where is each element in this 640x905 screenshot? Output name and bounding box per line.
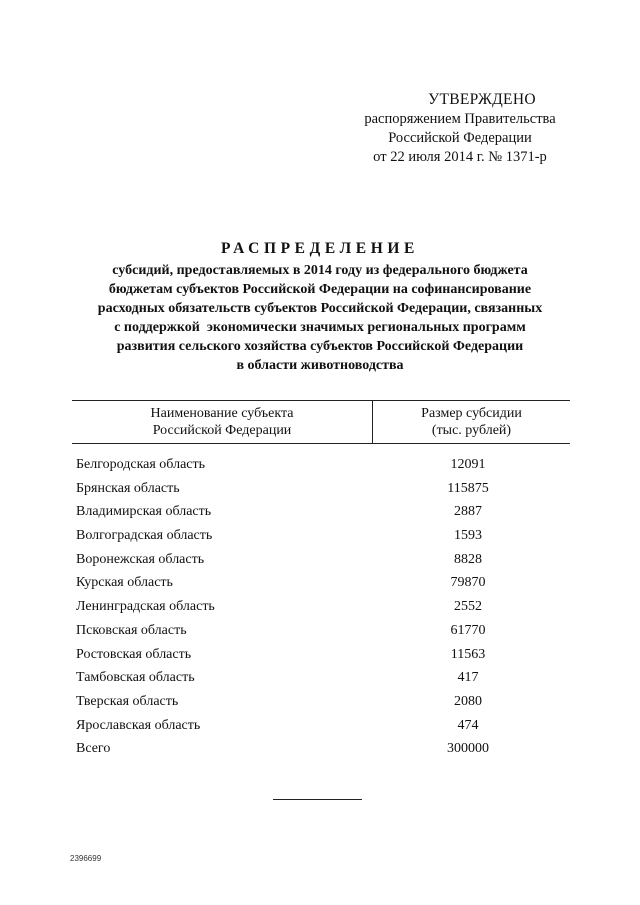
column-header-amount xyxy=(373,405,570,439)
column-header-line: Наименование субъекта xyxy=(150,406,294,421)
subsidy-amount: 474 xyxy=(457,717,479,733)
title-line: расходных обязательств субъектов Российской Федерации, связанных xyxy=(97,301,543,316)
approval-block xyxy=(330,90,590,167)
approval-date: от 22 июля 2014 г. № 1371-р xyxy=(373,149,547,165)
subsidy-amount: 417 xyxy=(457,670,479,686)
subsidy-amount: 61770 xyxy=(450,622,486,638)
column-header-line: Российской Федерации xyxy=(152,423,292,438)
end-rule xyxy=(273,799,362,800)
table-row xyxy=(76,502,570,526)
column-header-subject xyxy=(72,405,372,439)
subject-name: Белгородская область xyxy=(76,457,206,472)
table-row xyxy=(76,597,570,621)
table-row xyxy=(76,621,570,645)
total-amount: 300000 xyxy=(447,741,489,757)
table-row xyxy=(76,479,570,503)
subject-name: Брянская область xyxy=(76,480,180,496)
subsidy-amount: 12091 xyxy=(450,457,486,472)
table-row xyxy=(76,668,570,692)
table-row xyxy=(76,573,570,597)
title-line: субсидий, предоставляемых в 2014 году из федерального бюджета xyxy=(112,263,528,278)
table-row-total xyxy=(76,739,570,763)
subsidy-amount: 2887 xyxy=(454,504,482,520)
table-header xyxy=(72,400,570,444)
title-heading: РАСПРЕДЕЛЕНИЕ xyxy=(221,240,419,257)
table-row xyxy=(76,455,570,479)
title-line: в области животноводства xyxy=(236,358,404,373)
subject-name: Псковская область xyxy=(76,622,187,638)
subject-name: Тамбовская область xyxy=(76,670,195,686)
total-label: Всего xyxy=(76,741,111,757)
title-line: развития сельского хозяйства субъектов Российской Федерации xyxy=(116,339,524,354)
subsidy-amount: 115875 xyxy=(447,480,489,496)
column-header-line: Размер субсидии xyxy=(421,406,522,421)
subject-name: Курская область xyxy=(76,575,173,591)
subject-name: Тверская область xyxy=(76,693,179,709)
approval-stamp: УТВЕРЖДЕНО xyxy=(428,91,536,108)
title-line: с поддержкой экономически значимых региональных программ xyxy=(114,320,526,335)
subsidy-amount: 8828 xyxy=(454,551,482,567)
subsidy-amount: 2080 xyxy=(454,693,482,709)
subject-name: Ростовская область xyxy=(76,646,192,662)
subject-name: Воронежская область xyxy=(76,551,205,567)
subject-name: Ярославская область xyxy=(76,717,201,733)
document-title xyxy=(60,238,580,375)
approval-line: Российской Федерации xyxy=(388,130,532,146)
table-row xyxy=(76,526,570,550)
approval-line: распоряжением Правительства xyxy=(364,111,556,127)
table-body xyxy=(76,455,570,763)
table-row xyxy=(76,550,570,574)
document-code: 2396699 xyxy=(70,854,102,863)
subject-name: Владимирская область xyxy=(76,504,212,520)
table-row xyxy=(76,645,570,669)
column-header-line: (тыс. рублей) xyxy=(431,423,512,438)
subject-name: Волгоградская область xyxy=(76,528,213,544)
title-line: бюджетам субъектов Российской Федерации на софинансирование xyxy=(108,282,532,297)
table-row xyxy=(76,692,570,716)
subsidy-amount: 1593 xyxy=(454,528,482,544)
subsidy-amount: 11563 xyxy=(450,646,486,662)
subsidy-amount: 79870 xyxy=(450,575,486,591)
subject-name: Ленинградская область xyxy=(76,599,215,615)
table-row xyxy=(76,716,570,740)
subsidy-amount: 2552 xyxy=(454,599,482,615)
